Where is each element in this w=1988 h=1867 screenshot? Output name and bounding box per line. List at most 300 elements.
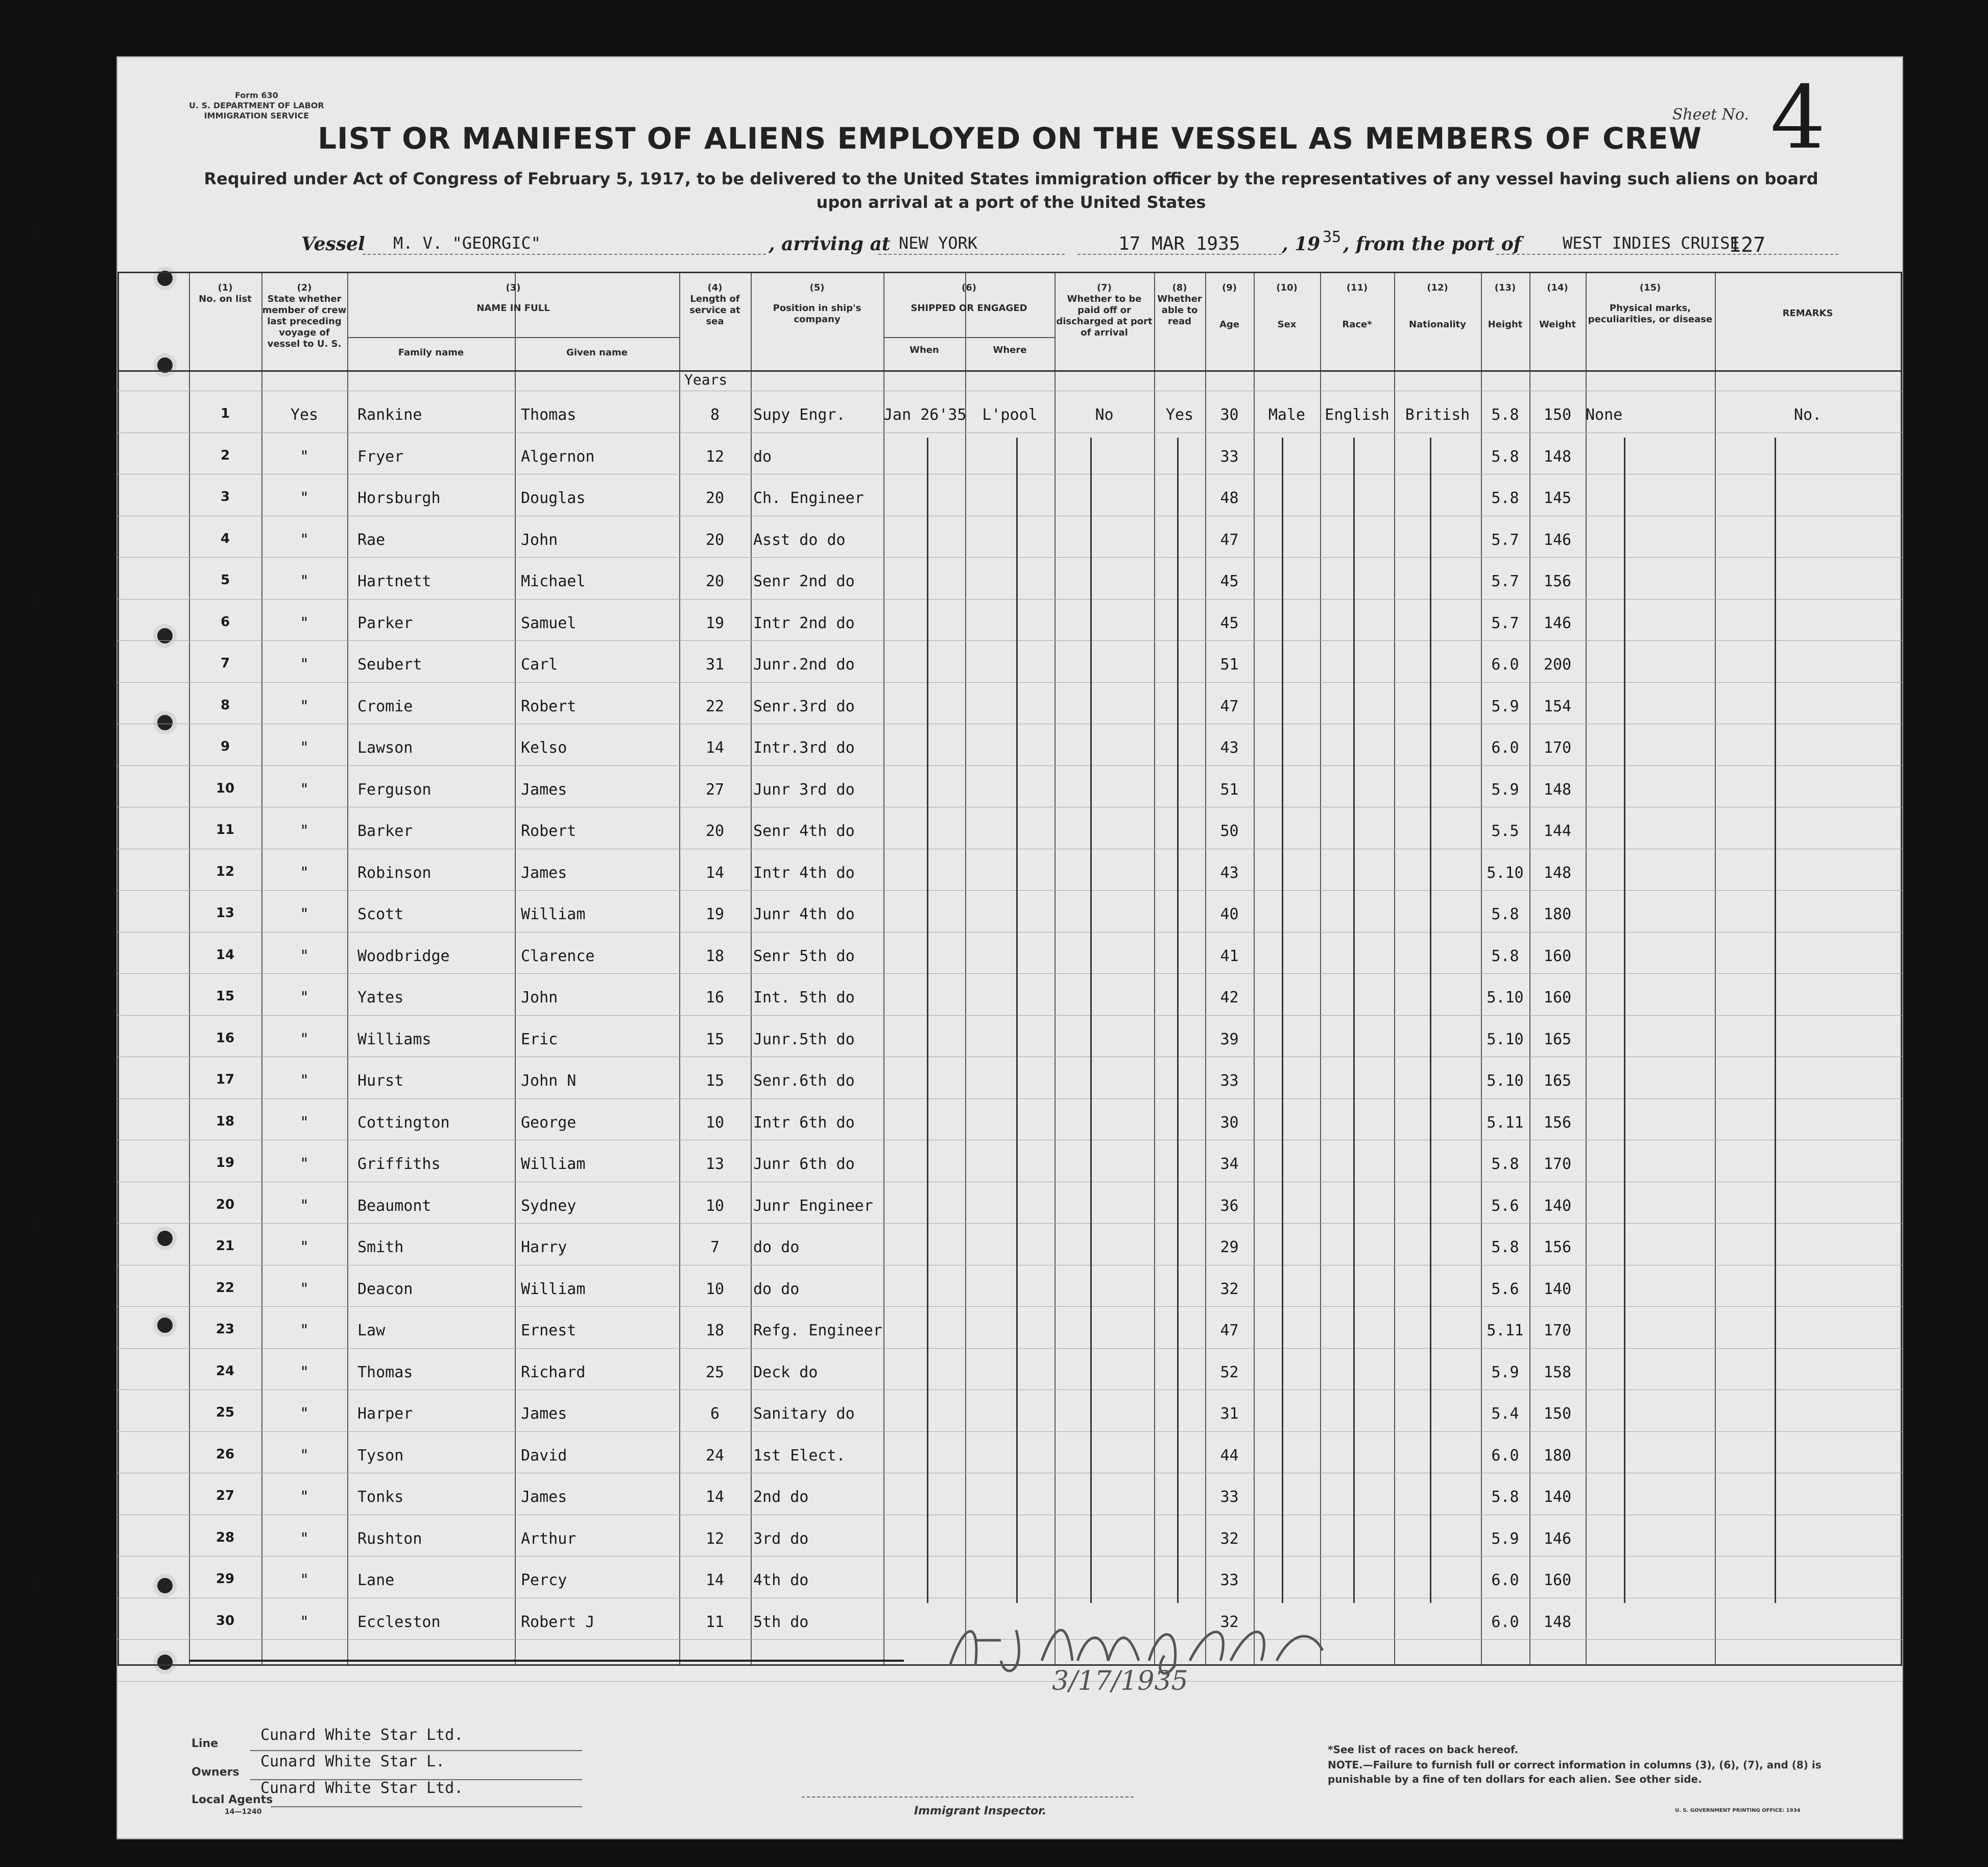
row-rule bbox=[117, 1223, 1902, 1224]
row-number: 26 bbox=[215, 1446, 235, 1462]
ditto-stroke bbox=[1090, 438, 1092, 1603]
given-name: Arthur bbox=[521, 1529, 577, 1548]
position: Intr 2nd do bbox=[753, 614, 855, 632]
given-name: Robert J bbox=[521, 1613, 595, 1631]
weight: 140 bbox=[1543, 1280, 1572, 1298]
weight: 170 bbox=[1543, 1155, 1572, 1173]
prev-voyage: Yes bbox=[290, 406, 319, 424]
age: 45 bbox=[1220, 614, 1239, 632]
years-label: Years bbox=[684, 371, 728, 388]
header-sep bbox=[883, 337, 1055, 338]
family-name: Parker bbox=[357, 614, 413, 632]
arriving-underline bbox=[878, 254, 1065, 255]
weight: 144 bbox=[1543, 822, 1572, 840]
row-number: 8 bbox=[220, 697, 230, 713]
service-length: 7 bbox=[710, 1238, 720, 1256]
header-col10: (10) Sex bbox=[1276, 282, 1298, 330]
arrival-year: 35 bbox=[1323, 228, 1342, 246]
position: Intr.3rd do bbox=[753, 739, 855, 757]
form-corner-label: Form 630 U. S. DEPARTMENT OF LABOR IMMIGRATION SERVICE bbox=[189, 90, 324, 121]
weight: 150 bbox=[1543, 406, 1572, 424]
row-number: 9 bbox=[220, 739, 230, 754]
position: Ch. Engineer bbox=[753, 489, 864, 507]
position: Supy Engr. bbox=[753, 406, 846, 424]
prev-voyage: " bbox=[299, 822, 309, 840]
given-name: Richard bbox=[521, 1363, 586, 1381]
position: Deck do bbox=[753, 1363, 818, 1381]
height: 5.8 bbox=[1491, 406, 1519, 424]
family-name: Thomas bbox=[357, 1363, 413, 1381]
ditto-stroke bbox=[1624, 438, 1625, 1603]
weight: 180 bbox=[1543, 905, 1572, 923]
height: 5.9 bbox=[1491, 697, 1519, 715]
row-number: 25 bbox=[215, 1405, 235, 1420]
row-number: 16 bbox=[215, 1030, 235, 1046]
weight: 148 bbox=[1543, 1613, 1572, 1631]
position: 5th do bbox=[753, 1613, 809, 1631]
service-length: 12 bbox=[705, 1529, 725, 1548]
prev-voyage: " bbox=[299, 947, 309, 965]
given-name: John bbox=[521, 989, 558, 1007]
age: 32 bbox=[1220, 1613, 1239, 1631]
weight: 145 bbox=[1543, 489, 1572, 507]
service-length: 11 bbox=[705, 1613, 725, 1631]
height: 6.0 bbox=[1491, 739, 1519, 757]
weight: 180 bbox=[1543, 1446, 1572, 1465]
weight: 146 bbox=[1543, 614, 1572, 632]
family-name: Yates bbox=[357, 989, 404, 1007]
row-rule bbox=[117, 1348, 1902, 1349]
ditto-stroke bbox=[1775, 438, 1776, 1603]
age: 50 bbox=[1220, 822, 1239, 840]
row-rule bbox=[117, 1431, 1902, 1432]
family-name: Griffiths bbox=[357, 1155, 441, 1173]
height: 5.8 bbox=[1491, 447, 1519, 466]
weight: 160 bbox=[1543, 947, 1572, 965]
row-number: 30 bbox=[215, 1613, 235, 1629]
family-name: Beaumont bbox=[357, 1196, 432, 1215]
height: 5.7 bbox=[1491, 531, 1519, 549]
age: 32 bbox=[1220, 1529, 1239, 1548]
height: 6.0 bbox=[1491, 1571, 1519, 1589]
position: Junr.2nd do bbox=[753, 656, 855, 674]
service-length: 14 bbox=[705, 1571, 725, 1589]
service-length: 8 bbox=[710, 406, 720, 424]
header-col7: (7) Whether to be paid off or discharged at port of arrival bbox=[1056, 282, 1153, 338]
family-name: Tyson bbox=[357, 1446, 404, 1465]
col-divider bbox=[1055, 273, 1056, 1664]
nationality: British bbox=[1405, 406, 1470, 424]
prev-voyage: " bbox=[299, 1446, 309, 1465]
given-name: Michael bbox=[521, 572, 586, 590]
height: 6.0 bbox=[1491, 1613, 1519, 1631]
age: 43 bbox=[1220, 739, 1239, 757]
family-name: Lawson bbox=[357, 739, 413, 757]
ditto-stroke bbox=[1177, 438, 1179, 1603]
family-name: Seubert bbox=[357, 656, 422, 674]
col-divider bbox=[1715, 273, 1716, 1664]
position: Junr.5th do bbox=[753, 1030, 855, 1048]
weight: 146 bbox=[1543, 531, 1572, 549]
height: 5.11 bbox=[1487, 1113, 1524, 1132]
row-number: 11 bbox=[215, 822, 235, 837]
paid-off: No bbox=[1095, 406, 1114, 424]
weight: 158 bbox=[1543, 1363, 1572, 1381]
header-col13: (13) Height bbox=[1488, 282, 1523, 330]
given-name: Sydney bbox=[521, 1196, 577, 1215]
col-divider bbox=[1394, 273, 1395, 1664]
row-number: 22 bbox=[215, 1280, 235, 1296]
header-col9: (9) Age bbox=[1219, 282, 1240, 330]
given-name: Clarence bbox=[521, 947, 595, 965]
binder-hole bbox=[26, 587, 46, 608]
prev-voyage: " bbox=[299, 1155, 309, 1173]
service-length: 19 bbox=[705, 905, 725, 923]
weight: 165 bbox=[1543, 1072, 1572, 1090]
given-name: William bbox=[521, 1280, 586, 1298]
age: 41 bbox=[1220, 947, 1239, 965]
arriving-label: , arriving at bbox=[769, 233, 891, 255]
prev-voyage: " bbox=[299, 572, 309, 590]
position: Asst do do bbox=[753, 531, 846, 549]
height: 5.10 bbox=[1487, 1030, 1524, 1048]
service-length: 20 bbox=[705, 531, 725, 549]
position: 4th do bbox=[753, 1571, 809, 1589]
line-value: Cunard White Star Ltd. bbox=[260, 1726, 464, 1744]
age: 33 bbox=[1220, 1571, 1239, 1589]
service-length: 14 bbox=[705, 864, 725, 882]
weight: 160 bbox=[1543, 1571, 1572, 1589]
given-name: Kelso bbox=[521, 739, 567, 757]
failure-note: NOTE.—Failure to furnish full or correct information in columns (3), (6), (7), and (8) is punishable by a fine of ten dollars for each alien. See other side. bbox=[1328, 1759, 1822, 1785]
family-name: Law bbox=[357, 1322, 386, 1339]
given-name: Percy bbox=[521, 1571, 567, 1589]
row-number: 15 bbox=[215, 989, 235, 1004]
prev-voyage: " bbox=[299, 1405, 309, 1423]
position: 2nd do bbox=[753, 1488, 809, 1506]
header-col1: (1) No. on list bbox=[199, 282, 252, 304]
service-length: 20 bbox=[705, 572, 725, 590]
service-length: 18 bbox=[705, 947, 725, 965]
age: 51 bbox=[1220, 780, 1239, 799]
service-length: 20 bbox=[705, 822, 725, 840]
header-col4: (4) Length of service at sea bbox=[689, 282, 740, 327]
family-name: Williams bbox=[357, 1030, 432, 1048]
position: Refg. Engineer bbox=[753, 1322, 882, 1339]
age: 32 bbox=[1220, 1280, 1239, 1298]
weight: 160 bbox=[1543, 989, 1572, 1007]
prev-voyage: " bbox=[299, 739, 309, 757]
position: Senr 2nd do bbox=[753, 572, 855, 590]
header-family-name: Family name bbox=[398, 347, 464, 358]
height: 5.8 bbox=[1491, 905, 1519, 923]
header-where: Where bbox=[993, 345, 1027, 355]
line-label: Line bbox=[191, 1737, 219, 1750]
binder-hole bbox=[26, 225, 46, 245]
prev-voyage: " bbox=[299, 1363, 309, 1381]
family-name: Eccleston bbox=[357, 1613, 441, 1631]
prev-voyage: " bbox=[299, 1196, 309, 1215]
family-name: Tonks bbox=[357, 1488, 404, 1506]
given-name: James bbox=[521, 1405, 567, 1423]
given-name: Carl bbox=[521, 656, 558, 674]
given-name: Douglas bbox=[521, 489, 586, 507]
height: 5.8 bbox=[1491, 1238, 1519, 1256]
row-number: 29 bbox=[215, 1571, 235, 1587]
age: 39 bbox=[1220, 1030, 1239, 1048]
service-length: 24 bbox=[705, 1446, 725, 1465]
row-number: 10 bbox=[215, 780, 235, 796]
row-rule bbox=[117, 1306, 1902, 1307]
height: 5.8 bbox=[1491, 489, 1519, 507]
manifest-sheet bbox=[116, 56, 1903, 1839]
header-col5: (5) Position in ship's company bbox=[773, 282, 861, 325]
height: 5.8 bbox=[1491, 1155, 1519, 1173]
position: do bbox=[753, 447, 772, 466]
prev-voyage: " bbox=[299, 531, 309, 549]
prev-voyage: " bbox=[299, 780, 309, 799]
position: do do bbox=[753, 1280, 800, 1298]
family-name: Rushton bbox=[357, 1529, 422, 1548]
row-number: 7 bbox=[220, 656, 230, 671]
given-name: Algernon bbox=[521, 447, 595, 466]
header-remarks: REMARKS bbox=[1782, 308, 1833, 319]
position: Int. 5th do bbox=[753, 989, 855, 1007]
owners-value: Cunard White Star L. bbox=[260, 1753, 445, 1770]
given-name: Samuel bbox=[521, 614, 577, 632]
family-name: Deacon bbox=[357, 1280, 413, 1298]
sheet-number: 4 bbox=[1770, 67, 1826, 169]
weight: 148 bbox=[1543, 780, 1572, 799]
service-length: 10 bbox=[705, 1113, 725, 1132]
service-length: 12 bbox=[705, 447, 725, 466]
header-col15: (15) Physical marks, peculiarities, or disease bbox=[1588, 282, 1713, 325]
height: 5.8 bbox=[1491, 947, 1519, 965]
given-name: Robert bbox=[521, 822, 577, 840]
agents-value: Cunard White Star Ltd. bbox=[260, 1779, 464, 1797]
weight: 148 bbox=[1543, 447, 1572, 466]
ditto-stroke bbox=[927, 438, 928, 1603]
service-length: 15 bbox=[705, 1072, 725, 1090]
header-col6: (6) SHIPPED OR ENGAGED bbox=[911, 282, 1027, 314]
position: 1st Elect. bbox=[753, 1446, 846, 1465]
arrival-port: NEW YORK bbox=[899, 233, 978, 253]
position: Senr 4th do bbox=[753, 822, 855, 840]
header-sep bbox=[347, 337, 679, 338]
sheet-label: Sheet No. bbox=[1672, 106, 1749, 124]
header-when: When bbox=[909, 345, 939, 355]
row-number: 13 bbox=[215, 905, 235, 921]
service-length: 18 bbox=[705, 1322, 725, 1339]
service-length: 31 bbox=[705, 656, 725, 674]
family-name: Harper bbox=[357, 1405, 413, 1423]
family-name: Robinson bbox=[357, 864, 432, 882]
weight: 148 bbox=[1543, 864, 1572, 882]
row-number: 17 bbox=[215, 1072, 235, 1087]
service-length: 22 bbox=[705, 697, 725, 715]
height: 5.7 bbox=[1491, 572, 1519, 590]
row-number: 24 bbox=[215, 1363, 235, 1379]
service-length: 20 bbox=[705, 489, 725, 507]
weight: 156 bbox=[1543, 572, 1572, 590]
owners-label: Owners bbox=[191, 1766, 239, 1779]
age: 47 bbox=[1220, 697, 1239, 715]
service-length: 19 bbox=[705, 614, 725, 632]
stamp-date: 3/17/1935 bbox=[1052, 1666, 1188, 1696]
prev-voyage: " bbox=[299, 1238, 309, 1256]
row-rule bbox=[117, 1015, 1902, 1016]
age: 42 bbox=[1220, 989, 1239, 1007]
age: 47 bbox=[1220, 531, 1239, 549]
row-rule bbox=[117, 557, 1902, 558]
vessel-line bbox=[117, 228, 1902, 264]
service-length: 10 bbox=[705, 1196, 725, 1215]
year-prefix: , 19 bbox=[1282, 233, 1321, 255]
from-port: WEST INDIES CRUISE bbox=[1563, 233, 1740, 253]
age: 34 bbox=[1220, 1155, 1239, 1173]
given-name: David bbox=[521, 1446, 567, 1465]
col-divider bbox=[1320, 273, 1321, 1664]
col-divider bbox=[1586, 273, 1587, 1664]
weight: 140 bbox=[1543, 1196, 1572, 1215]
agents-underline bbox=[271, 1806, 582, 1807]
prev-voyage: " bbox=[299, 1072, 309, 1090]
service-length: 10 bbox=[705, 1280, 725, 1298]
physical-marks: None bbox=[1586, 406, 1623, 424]
height: 5.4 bbox=[1491, 1405, 1519, 1423]
weight: 156 bbox=[1543, 1113, 1572, 1132]
header-bottom bbox=[117, 370, 1902, 372]
row-number: 18 bbox=[215, 1113, 235, 1129]
prev-voyage: " bbox=[299, 447, 309, 466]
row-number: 27 bbox=[215, 1488, 235, 1503]
given-name: Harry bbox=[521, 1238, 567, 1256]
col-divider bbox=[751, 273, 752, 1664]
prev-voyage: " bbox=[299, 1113, 309, 1132]
ditto-stroke bbox=[1282, 438, 1283, 1603]
row-rule bbox=[117, 890, 1902, 891]
age: 33 bbox=[1220, 447, 1239, 466]
binder-hole bbox=[26, 1573, 46, 1593]
family-name: Ferguson bbox=[357, 780, 432, 799]
given-name: William bbox=[521, 1155, 586, 1173]
row-rule bbox=[117, 640, 1902, 641]
height: 6.0 bbox=[1491, 1446, 1519, 1465]
binder-hole bbox=[26, 1215, 46, 1236]
position: Junr 6th do bbox=[753, 1155, 855, 1173]
header-col12: (12) Nationality bbox=[1409, 282, 1466, 330]
remarks: No. bbox=[1793, 406, 1822, 424]
family-name: Rankine bbox=[357, 406, 422, 424]
height: 5.7 bbox=[1491, 614, 1519, 632]
given-name: John N bbox=[521, 1072, 577, 1090]
position: Senr 5th do bbox=[753, 947, 855, 965]
row-number: 6 bbox=[220, 614, 230, 630]
position: Intr 6th do bbox=[753, 1113, 855, 1132]
row-rule bbox=[117, 765, 1902, 766]
row-number: 1 bbox=[220, 406, 230, 421]
age: 33 bbox=[1220, 1072, 1239, 1090]
from-label: , from the port of bbox=[1343, 233, 1522, 255]
prev-voyage: " bbox=[299, 1280, 309, 1298]
race: English bbox=[1325, 406, 1390, 424]
header-given-name: Given name bbox=[566, 347, 628, 358]
vessel-underline bbox=[363, 254, 766, 255]
service-length: 6 bbox=[710, 1405, 720, 1423]
family-name: Rae bbox=[357, 531, 386, 549]
prev-voyage: " bbox=[299, 864, 309, 882]
weight: 170 bbox=[1543, 1322, 1572, 1339]
family-name: Fryer bbox=[357, 447, 404, 466]
family-name: Woodbridge bbox=[357, 947, 450, 965]
inspector-line bbox=[802, 1797, 1134, 1798]
prev-voyage: " bbox=[299, 1030, 309, 1048]
prev-voyage: " bbox=[299, 614, 309, 632]
weight: 150 bbox=[1543, 1405, 1572, 1423]
age: 36 bbox=[1220, 1196, 1239, 1215]
page-subtitle: Required under Act of Congress of February 5, 1917, to be delivered to the United States immigration officer by the representatives of any vessel having such aliens on board upon arrival at a port of the United States bbox=[204, 169, 1818, 212]
age: 44 bbox=[1220, 1446, 1239, 1465]
row-number: 4 bbox=[220, 531, 230, 546]
races-note: *See list of races on back hereof. bbox=[1328, 1743, 1519, 1756]
service-length: 14 bbox=[705, 739, 725, 757]
service-length: 13 bbox=[705, 1155, 725, 1173]
ditto-stroke bbox=[1353, 438, 1355, 1603]
height: 5.6 bbox=[1491, 1196, 1519, 1215]
position: Senr.6th do bbox=[753, 1072, 855, 1090]
vessel-name: M. V. "GEORGIC" bbox=[393, 233, 541, 253]
age: 47 bbox=[1220, 1322, 1239, 1339]
row-rule bbox=[117, 682, 1902, 683]
row-number: 5 bbox=[220, 572, 230, 588]
shipped-when: Jan 26'35 bbox=[883, 406, 967, 424]
prev-voyage: " bbox=[299, 1613, 309, 1631]
printer-note: U. S. GOVERNMENT PRINTING OFFICE: 1934 bbox=[1675, 1808, 1801, 1813]
manifest-number: 127 bbox=[1729, 233, 1766, 257]
prev-voyage: " bbox=[299, 1322, 309, 1339]
col-divider bbox=[347, 273, 348, 1664]
from-underline bbox=[1496, 254, 1838, 255]
age: 33 bbox=[1220, 1488, 1239, 1506]
row-number: 2 bbox=[220, 447, 230, 463]
row-number: 28 bbox=[215, 1529, 235, 1545]
row-number: 19 bbox=[215, 1155, 235, 1170]
service-length: 14 bbox=[705, 1488, 725, 1506]
family-name: Smith bbox=[357, 1238, 404, 1256]
age: 51 bbox=[1220, 656, 1239, 674]
row-rule bbox=[117, 973, 1902, 974]
header-col8: (8) Whether able to read bbox=[1157, 282, 1202, 327]
family-name: Cromie bbox=[357, 697, 413, 715]
age: 30 bbox=[1220, 406, 1239, 424]
header-col11: (11) Race* bbox=[1342, 282, 1372, 330]
ditto-stroke bbox=[1430, 438, 1431, 1603]
weight: 200 bbox=[1543, 656, 1572, 674]
prev-voyage: " bbox=[299, 489, 309, 507]
col-divider bbox=[1254, 273, 1255, 1664]
age: 30 bbox=[1220, 1113, 1239, 1132]
shipped-where: L'pool bbox=[982, 406, 1038, 424]
height: 6.0 bbox=[1491, 656, 1519, 674]
crew-table bbox=[117, 272, 1902, 1666]
row-number: 3 bbox=[220, 489, 230, 505]
position: do do bbox=[753, 1238, 800, 1256]
position: 3rd do bbox=[753, 1529, 809, 1548]
weight: 146 bbox=[1543, 1529, 1572, 1548]
row-number: 21 bbox=[215, 1238, 235, 1254]
height: 5.10 bbox=[1487, 1072, 1524, 1090]
service-length: 25 bbox=[705, 1363, 725, 1381]
